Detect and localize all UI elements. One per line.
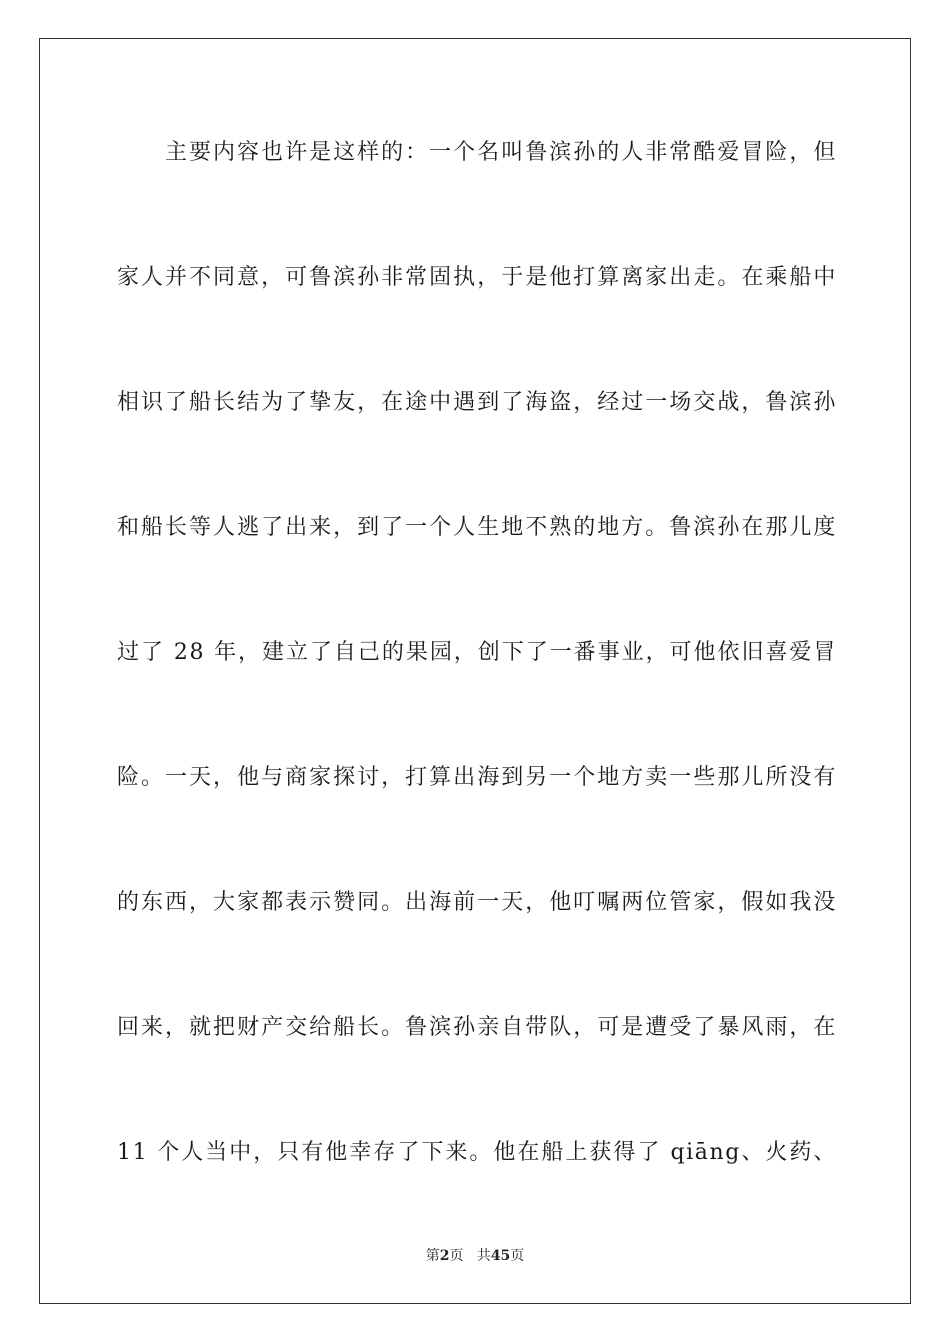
text-line: 险。一天，他与商家探讨，打算出海到另一个地方卖一些那儿所没有 — [117, 765, 837, 790]
page-number: 2 — [439, 1248, 450, 1264]
total-suffix: 页 — [510, 1248, 525, 1264]
text-line: 家人并不同意，可鲁滨孙非常固执，于是他打算离家出走。在乘船中 — [117, 265, 837, 290]
text-line: 过了 28 年，建立了自己的果园，创下了一番事业，可他依旧喜爱冒 — [117, 640, 837, 665]
total-prefix: 共 — [476, 1248, 491, 1264]
page-prefix: 第 — [425, 1248, 440, 1264]
text-line: 回来，就把财产交给船长。鲁滨孙亲自带队，可是遭受了暴风雨，在 — [117, 1015, 837, 1040]
page-footer — [0, 1245, 950, 1265]
text-line: 主要内容也许是这样的：一个名叫鲁滨孙的人非常酷爱冒险，但 — [165, 140, 837, 165]
text-line: 11 个人当中，只有他幸存了下来。他在船上获得了 qiāng、火药、 — [117, 1140, 837, 1165]
text-line: 相识了船长结为了挚友，在途中遇到了海盗，经过一场交战，鲁滨孙 — [117, 390, 837, 415]
text-line: 的东西，大家都表示赞同。出海前一天，他叮嘱两位管家，假如我没 — [117, 890, 837, 915]
total-pages: 45 — [490, 1248, 511, 1264]
body-text — [117, 120, 837, 1245]
text-line: 和船长等人逃了出来，到了一个人生地不熟的地方。鲁滨孙在那儿度 — [117, 515, 837, 540]
page-suffix: 页 — [449, 1248, 464, 1264]
